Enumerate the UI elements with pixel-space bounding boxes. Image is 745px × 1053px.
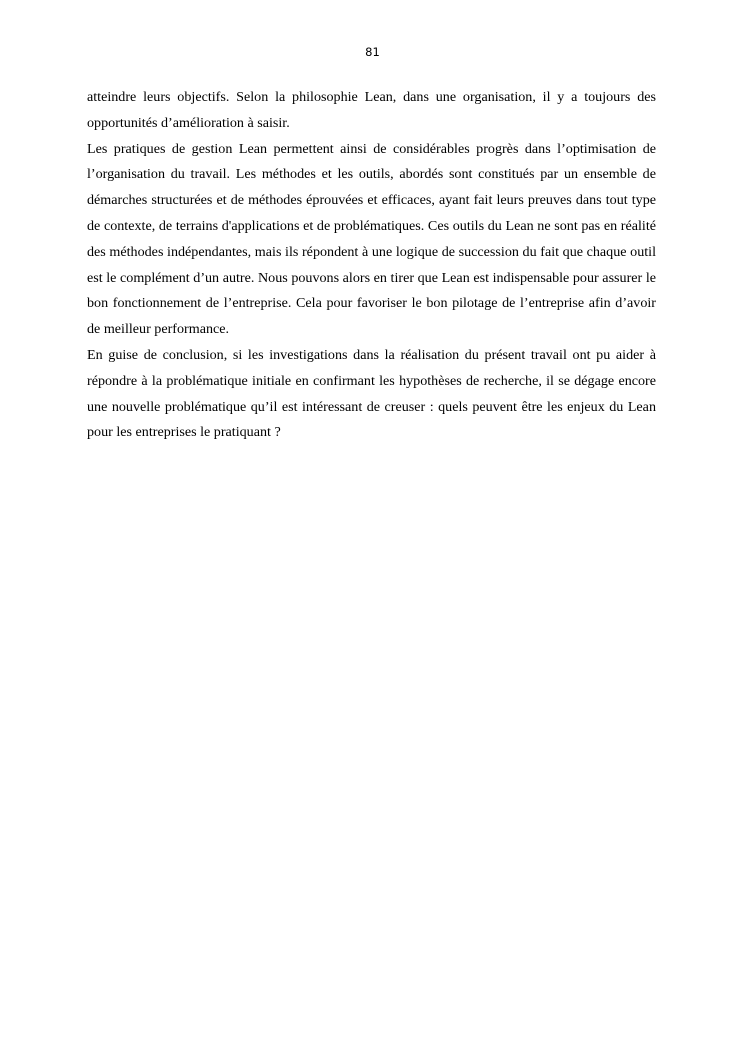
paragraph-conclusion: En guise de conclusion, si les investigations dans la réalisation du présent travail ont pu aider à répondre à la problématique initiale en confirmant les hypothèses de recherche, il se dégage encore une nouvelle problématique qu’il est intéressant de creuser : quels peuvent être les enjeux du Lean pour les entreprises le pratiquant ? [87,346,656,441]
page-number: 81 [365,45,380,59]
paragraph-opportunities: atteindre leurs objectifs. Selon la philosophie Lean, dans une organisation, il y a toujours des opportunités d’amélioration à saisir. [87,89,656,131]
paragraph-lean-practices: Les pratiques de gestion Lean permettent ainsi de considérables progrès dans l’optimisation de l’organisation du travail. Les méthodes et les outils, abordés sont constitués par un ensemble de démarches structurées et de méthodes éprouvées et efficaces, ayant fait leurs preuves dans tout type de contexte, de terrains d'applications et de problématiques. Ces outils du Lean ne sont pas en réalité des méthodes indépendantes, mais ils répondent à une logique de succession du fait que chaque outil est le complément d’un autre. Nous pouvons alors en tirer que Lean est indispensable pour assurer le bon fonctionnement de l’entreprise. Cela pour favoriser le bon pilotage de l’entreprise afin d’avoir de meilleur performance. [87,140,656,338]
body-text [87,85,656,446]
